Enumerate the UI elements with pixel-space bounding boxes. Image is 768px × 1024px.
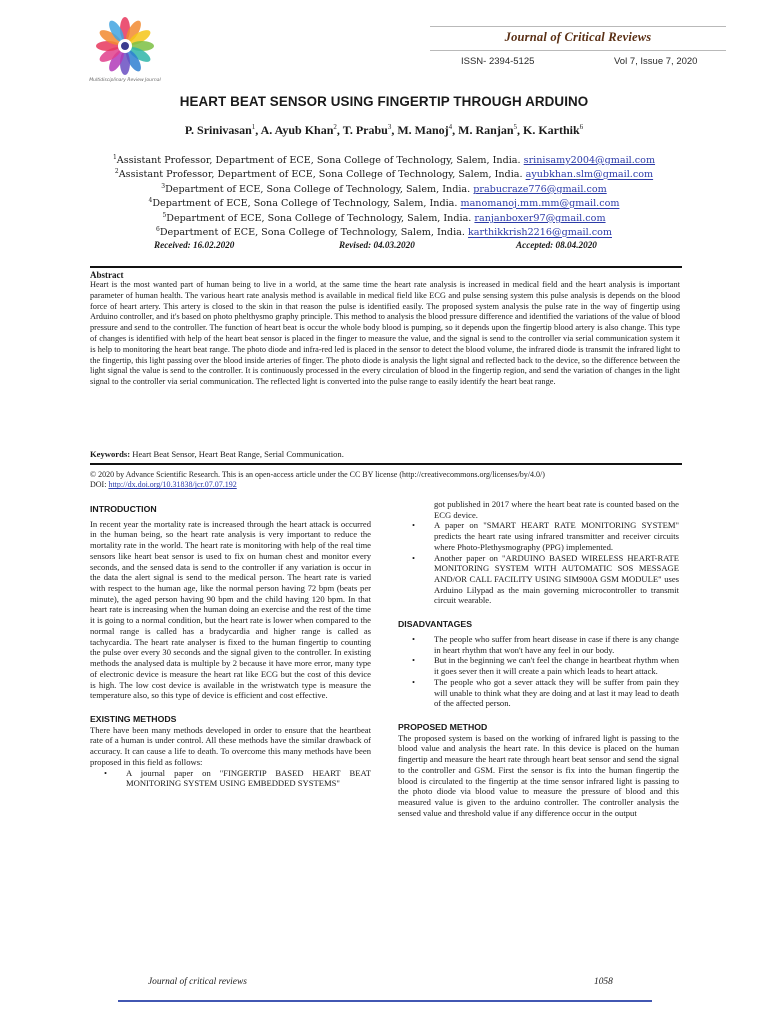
author: M. Manoj$^4$: [397, 123, 453, 137]
accepted-date: Accepted: 08.04.2020: [516, 240, 597, 250]
list-item: • The people who suffer from heart disease in case if there is any change in heart rhythm that won't have any feel in our body.: [412, 633, 679, 655]
doi-label: DOI:: [90, 480, 107, 490]
bullet-icon: •: [412, 633, 416, 644]
author: A. Ayub Khan$^2$: [260, 123, 337, 137]
proposed-method-text: The proposed system is based on the working of infrared light is passing to the blood value and analysis the heart rate. In this device is placed on the human fingertip and measure the heart rate through heart beat sensor and send the signal to the controller and GSM. First the sensor is fix into the human fingertip the blood is circulated to the fingertip at the time sensor infrared light is passing to the photo diode via blood value to measure the pressure of blood and this measured value is given to the arduino controller. The controller analysis the sensed value and threshold value if any difference occur in the output: [398, 732, 679, 818]
affiliation: $^4$Department of ECE, Sona College of Technology, Salem, India. manomanoj.mm.mm@gmail.com: [148, 197, 620, 210]
header-rule-middle: [430, 50, 726, 51]
volume-issue: Vol 7, Issue 7, 2020: [614, 56, 698, 67]
introduction-text: In recent year the mortality rate is increased through the heart attack is occurred in the human being, so the heart rate analysis is very important to reduce the mortality rate in the world. The heart rate is monitoring with help of the real time sensors like heart beat sensor is used to fix on human chest and monitor every seconds, and the sensed data is send to the controller if any variation is occur in the data the alert signal is send to the medical person. The heart rate is varied with respect to the human age, like the normal person having 72 bpm (beats per minute), the aged person having 90 bpm and the child having 120 bpm. In that heart rate is increasing when the human doing an exercise and the rest of the time it is going to a normal condition, but the heart rate is lower when compared to the normal range is called has a bradycardia and higher range is called as tachycardia. The heart rate analyser is fixed to the human fingertip to counting the pulse over every 30 seconds and the signal given to the controller. In existing methods the analysed data is multiple by 2 because it have more error, many type of electronic device is measure the heart rat like ECG but the cost of this device is high. The low cost device is available in the wristwatch type is measure the temperature also, so this type of device is efficient and cost effective.: [90, 518, 371, 701]
license-notice: [90, 470, 682, 491]
logo-caption: Multidisciplinary Review Journal: [89, 78, 161, 83]
author-email-link[interactable]: ayubkhan.slm@gmail.com: [525, 169, 654, 181]
section-heading-existing-methods: EXISTING METHODS: [90, 713, 177, 724]
author: P. Srinivasan$^1$: [184, 123, 256, 137]
list-item: • Another paper on "ARDUINO BASED WIRELESS HEART-RATE MONITORING SYSTEM WITH AUTOMATIC SOS MESSAGE AND/OR CALL FACILITY USING SIM900A GSM MODULE" uses Arduino Lilypad as the main governing microcontroller to transmit circuit wearable.: [412, 552, 679, 606]
existing-methods-text: There have been many methods developed in order to ensure that the heartbeat rate of a human is under control. All these methods have the similar drawback of accuracy. It can cause a life to death. To overcome this many methods have been proposed in this field as follows:: [90, 724, 371, 767]
author-email-link[interactable]: srinisamy2004@gmail.com: [523, 155, 656, 167]
existing-methods-list: [90, 768, 371, 789]
author-email-link[interactable]: manomanoj.mm.mm@gmail.com: [460, 198, 620, 210]
author: T. Prabu$^3$: [342, 123, 392, 137]
section-heading-introduction: INTRODUCTION: [90, 504, 157, 514]
affiliation: $^6$Department of ECE, Sona College of Technology, Salem, India. karthikkrish2216@gmail.com: [156, 226, 612, 239]
author-email-link[interactable]: karthikkrish2216@gmail.com: [467, 227, 612, 239]
flower-logo-icon: [86, 14, 164, 78]
affiliation: $^2$Assistant Professor, Department of ECE, Sona College of Technology, Salem, India. ayubkhan.slm@gmail.com: [114, 168, 654, 181]
author-email-link[interactable]: ranjanboxer97@gmail.com: [474, 213, 606, 225]
revised-date: Revised: 04.03.2020: [339, 240, 415, 250]
affiliation: $^5$Department of ECE, Sona College of Technology, Salem, India. ranjanboxer97@gmail.com: [162, 211, 606, 225]
keywords: [90, 449, 344, 459]
list-item: • A journal paper on "FINGERTIP BASED HEART BEAT MONITORING SYSTEM USING EMBEDDED SYSTEMS": [104, 767, 371, 789]
abstract-text: Heart is the most wanted part of human being to live in a world, at the same time the heart rate analysis is increased in medical field and the heart analysis is important parameter of human health. The various heart rate analysis method is available in medical field like ECG and pulse sensing system this pulse analysis is depends on the blood force of heart artery. This artery is closed to the skin in that reason the pulse is identified easily. The proposed system analysis the pulse rate in the way of fingertip using Arduino controller, and it's based on photo phelthysmo graphy principle. This method to analysis the blood pressure difference and identified the variations of the value of blood pressure and send to the controller. The function of heart beat is occur the whole body blood is pumping, so it depends upon the fingertip blood artery is also change. This type of changes is identified with help of the heart beat sensor is placed in the finger to measure the value, and the signal is send to the controller via serial communication system it is help to monitoring the heart beat range. The photo diode and infra-red led is placed in the sensor to detect the blood volume, the infrared diode is transmit the infrared light to the fingertip, this light passing over the blood inside arteries of finger. The photo diode is analysis the light signal and reflected back to the device, so the difference between the light signal the value is send to the controller. It is continuously processed in the every circulation of blood in the fingertip region, and send the variation of changes in the light signal to the controller via serial communication. The reflected light is converted into the pulse range to easily identify the heart beat range.: [90, 280, 680, 387]
affiliation: $^3$Department of ECE, Sona College of Technology, Salem, India. prabucraze776@gmail.com: [161, 182, 607, 196]
bullet-icon: •: [412, 552, 416, 563]
bullet-icon: •: [412, 520, 416, 531]
keywords-label: Keywords:: [90, 449, 131, 459]
journal-logo: [86, 14, 164, 88]
license-text: © 2020 by Advance Scientific Research. This is an open-access article under the CC BY license (http://creativecommons.org/licenses/by/4.0/): [90, 470, 545, 479]
doi-link[interactable]: http://dx.doi.org/10.31838/jcr.07.07.192: [108, 480, 237, 490]
footer-journal: Journal of critical reviews: [148, 977, 247, 987]
disadvantages-list: [398, 634, 679, 709]
list-item-continuation: got published in 2017 where the heart beat rate is counted based on the ECG device.: [434, 499, 679, 520]
bullet-icon: •: [104, 767, 108, 778]
existing-methods-list-continued: [398, 520, 679, 606]
bullet-icon: •: [412, 655, 416, 666]
footer-rule: [118, 1000, 652, 1002]
list-item: • A paper on "SMART HEART RATE MONITORING SYSTEM" predicts the heart rate using infrared transmitter and receiver circuits where Photo-Plethysmography (PPG) implemented.: [412, 520, 679, 552]
received-date: Received: 16.02.2020: [154, 240, 235, 250]
doi-line: [90, 480, 682, 490]
author: K. Karthik$^6$: [523, 123, 584, 137]
keywords-text: Heart Beat Sensor, Heart Beat Range, Serial Communication.: [132, 449, 344, 459]
list-item: • But in the beginning we can't feel the change in heartbeat rhythm when it goes sever then it will create a pain which leads to heart attack.: [412, 655, 679, 677]
affiliation-list: [0, 152, 768, 239]
section-heading-disadvantages: DISADVANTAGES: [398, 619, 473, 630]
right-column: [398, 499, 679, 818]
bullet-icon: •: [412, 676, 416, 687]
author-list: P. Srinivasan$^1$, A. Ayub Khan$^2$, T. Prabu$^3$, M. Manoj$^4$, M. Ranjan$^5$, K. Karthik$^6$: [184, 123, 584, 137]
list-item: • The people who got a sever attack they will be suffer from pain they will unable to think what they are doing and at last it may lead to death of the affected person.: [412, 676, 679, 709]
left-column: [90, 504, 371, 789]
issn: ISSN- 2394-5125: [461, 56, 535, 67]
header-rule-top: [430, 26, 726, 27]
keywords-bottom-rule: [90, 463, 682, 465]
abstract-top-rule: [90, 266, 682, 268]
journal-name: Journal of Critical Reviews: [504, 30, 652, 44]
author-email-link[interactable]: prabucraze776@gmail.com: [473, 184, 607, 196]
paper-title: HEART BEAT SENSOR USING FINGERTIP THROUGH ARDUINO: [179, 94, 589, 109]
abstract-heading: Abstract: [90, 270, 124, 280]
section-heading-proposed-method: PROPOSED METHOD: [398, 721, 488, 732]
page-number: 1058: [594, 977, 613, 987]
affiliation: $^1$Assistant Professor, Department of ECE, Sona College of Technology, Salem, India. srinisamy2004@gmail.com: [112, 154, 656, 167]
author: M. Ranjan$^5$: [458, 123, 517, 137]
